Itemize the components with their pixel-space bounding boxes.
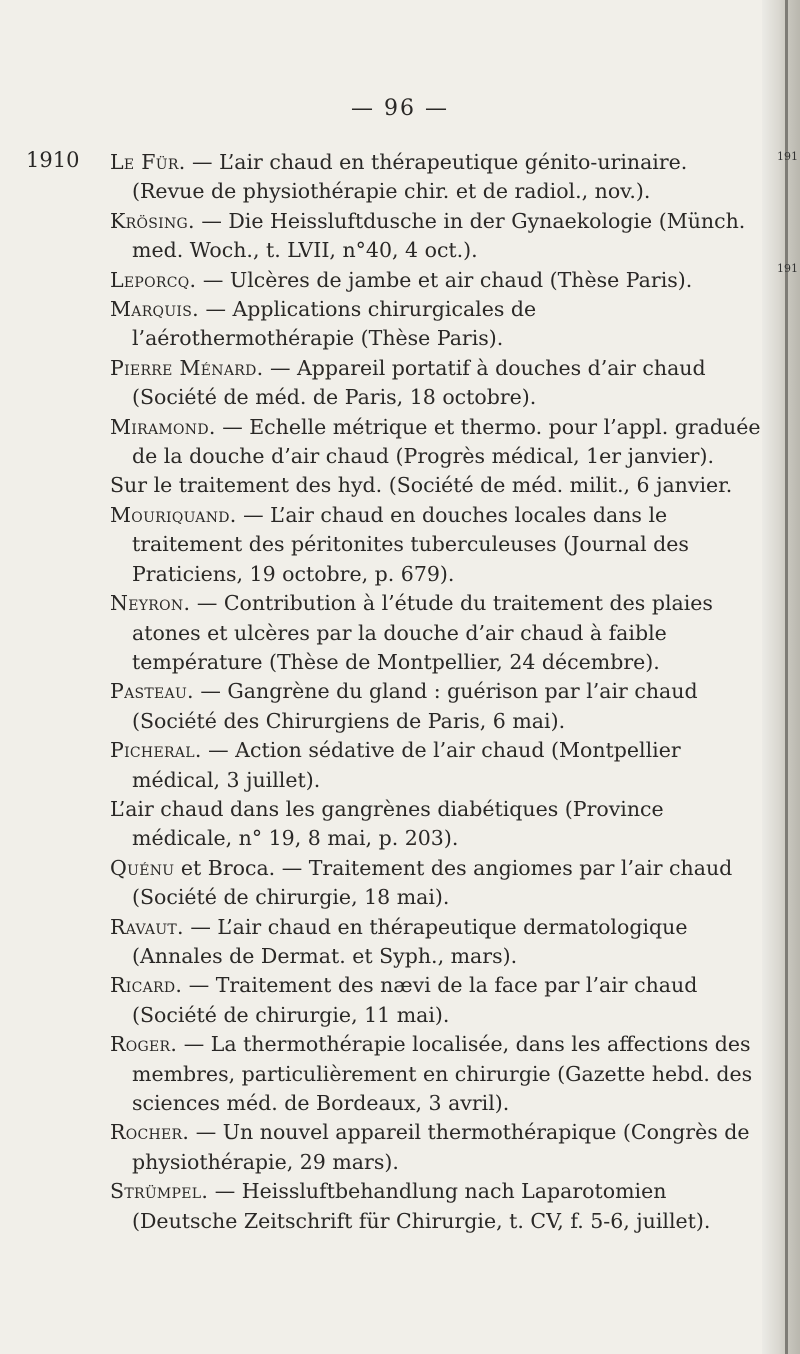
entry-author: Krösing. bbox=[110, 208, 195, 233]
entry-author: Pierre Ménard. bbox=[110, 355, 264, 380]
entry-author: Picheral. bbox=[110, 738, 202, 763]
bibliography-entry bbox=[110, 854, 762, 913]
bibliography-entry bbox=[110, 471, 762, 500]
entry-author: Le Für. bbox=[110, 150, 186, 174]
bibliography-entry bbox=[110, 736, 762, 795]
entry-text: — L’air chaud en thérapeutique génito-urinaire. (Revue de physiothérapie chir. et de radiol., nov.). bbox=[132, 150, 688, 204]
entry-author: Pasteau. bbox=[110, 679, 194, 704]
entry-author: Leporcq. bbox=[110, 267, 197, 292]
edge-mark: 191 bbox=[777, 150, 798, 163]
bibliography-entry bbox=[110, 1118, 762, 1177]
entry-text: — Gangrène du gland : guérison par l’air chaud (Société des Chirurgiens de Paris, 6 mai). bbox=[132, 679, 698, 733]
book-spine bbox=[785, 0, 788, 1354]
bibliography-entry bbox=[110, 971, 762, 1030]
entry-author: Ravaut. bbox=[110, 914, 184, 939]
entry-author: Roger. bbox=[110, 1032, 178, 1057]
entry-text: — L’air chaud en douches locales dans le traitement des péritonites tuberculeuses (Journal des Praticiens, 19 octobre, p. 679). bbox=[132, 502, 689, 586]
bibliography-entry bbox=[110, 501, 762, 589]
entry-author: Mouriquand. bbox=[110, 502, 237, 527]
page-edge bbox=[762, 0, 800, 1354]
entry-text: — Appareil portatif à douches d’air chaud (Société de méd. de Paris, 18 octobre). bbox=[132, 355, 706, 410]
entry-author: Neyron. bbox=[110, 591, 191, 616]
entry-author: Quénu bbox=[110, 855, 175, 880]
entry-text: — Action sédative de l’air chaud (Montpellier médical, 3 juillet). bbox=[132, 738, 681, 792]
bibliography-list bbox=[110, 148, 762, 1236]
entry-text: — Heissluftbehandlung nach Laparotomien (Deutsche Zeitschrift für Chirurgie, t. CV, f. 5-6, juillet). bbox=[132, 1179, 711, 1233]
entry-author: Strümpel. bbox=[110, 1179, 209, 1204]
bibliography-entry bbox=[110, 354, 762, 413]
entry-text: — Un nouvel appareil thermothérapique (Congrès de physiothérapie, 29 mars). bbox=[132, 1120, 750, 1174]
entry-text: — Die Heissluftdusche in der Gynaekologie (Münch. med. Woch., t. LVII, n°40, 4 oct.). bbox=[132, 208, 746, 263]
page-number: — 96 — bbox=[351, 96, 449, 121]
year-label: 1910 bbox=[26, 148, 80, 172]
entry-author: Miramond. bbox=[110, 414, 216, 439]
entry-text: — Applications chirurgicales de l’aérothermothérapie (Thèse Paris). bbox=[132, 297, 537, 351]
entry-text: Sur le traitement des hyd. (Société de méd. milit., 6 janvier. bbox=[110, 473, 733, 498]
bibliography-entry bbox=[110, 795, 762, 854]
entry-text: — La thermothérapie localisée, dans les affections des membres, particulièrement en chirurgie (Gazette hebd. des sciences méd. de Bordeaux, 3 avril). bbox=[132, 1032, 753, 1115]
entry-author: Marquis. bbox=[110, 297, 199, 322]
edge-mark: 191 bbox=[777, 262, 798, 275]
bibliography-entry bbox=[110, 589, 762, 677]
entry-text: L’air chaud dans les gangrènes diabétiques (Province médicale, n° 19, 8 mai, p. 203). bbox=[110, 796, 664, 851]
bibliography-entry bbox=[110, 913, 762, 972]
bibliography-entry bbox=[110, 207, 762, 266]
bibliography-entry bbox=[110, 295, 762, 354]
bibliography-entry bbox=[110, 1177, 762, 1236]
entry-text: — Contribution à l’étude du traitement des plaies atones et ulcères par la douche d’air chaud à faible température (Thèse de Montpellier, 24 décembre). bbox=[132, 591, 713, 674]
bibliography-entry bbox=[110, 1030, 762, 1118]
entry-text: — Traitement des nævi de la face par l’air chaud (Société de chirurgie, 11 mai). bbox=[132, 973, 698, 1027]
entry-author: Rocher. bbox=[110, 1120, 190, 1145]
bibliography-entry bbox=[110, 266, 762, 295]
entry-text: — Echelle métrique et thermo. pour l’appl. graduée de la douche d’air chaud (Progrès médical, 1er janvier). bbox=[132, 414, 761, 469]
entry-text: — Ulcères de jambe et air chaud (Thèse Paris). bbox=[196, 267, 693, 292]
entry-text: — L’air chaud en thérapeutique dermatologique (Annales de Dermat. et Syph., mars). bbox=[132, 914, 688, 968]
entry-author: Ricard. bbox=[110, 973, 183, 998]
bibliography-entry bbox=[110, 148, 762, 207]
entry-text: et Broca. — Traitement des angiomes par l’air chaud (Société de chirurgie, 18 mai). bbox=[132, 855, 733, 910]
bibliography-entry bbox=[110, 677, 762, 736]
bibliography-entry bbox=[110, 413, 762, 472]
